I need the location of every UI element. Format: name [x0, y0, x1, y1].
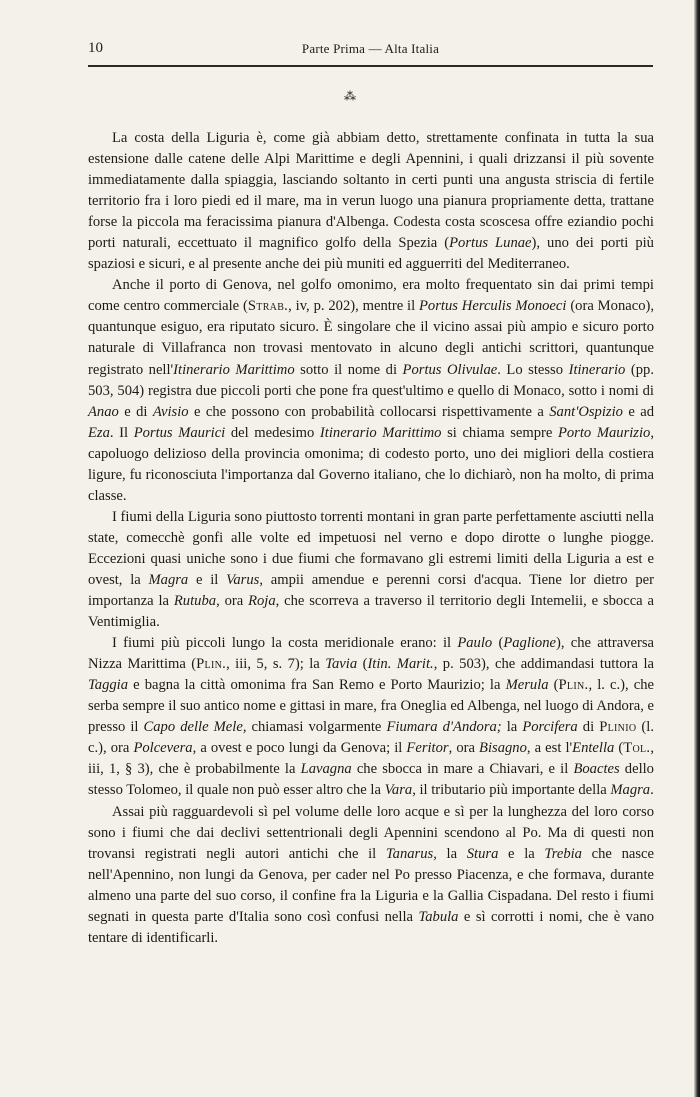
italic-term: Itinerario Marittimo [173, 361, 295, 378]
italic-term: Tabula [418, 908, 459, 925]
text-run: La costa della Liguria è, come già abbiam detto, strettamente confinata in tutta la sua estensione dalle catene delle Alpi Marittime e degli Apennini, i quali drizzansi il più sovente immediatamente dalla spiaggia, lasciando soltanto in certi punti una angusta striscia di fertile territorio fra i loro piedi ed il mare, ma in verun luogo una pianura propriamente detta, trattane forse la piccola ma feracissima pianura d'Albenga. Codesta costa scoscesa offre eziandio pochi porti naturali, eccettuato il magnifico golfo della Spezia ( [88, 130, 654, 252]
text-run: e ad [622, 403, 654, 420]
italic-term: Paglione [503, 635, 557, 652]
italic-term: Avisio [152, 403, 189, 420]
text-run: . Il [109, 424, 134, 441]
italic-term: Sant'Ospizio [549, 403, 623, 420]
text-run: ( [492, 635, 504, 652]
italic-term: Itinerario [568, 361, 626, 378]
paragraph [88, 128, 654, 275]
text-run: , iii, 1, § 3), che è probabilmente la [88, 740, 655, 778]
text-run: (ora Monaco), quantunque esiguo, era riputato sicuro. È singolare che il vicino assai più ampio e sicuro porto naturale di Villafranca non trovasi mentovato in alcuno degli antichi scrittori, quantunque registrato nell' [88, 298, 655, 378]
text-run: che nasce nell'Apennino, non lungi da Genova, per cader nel Po presso Piacenza, e che formava, durante almeno una parte del suo corso, il confine fra la Liguria e la Gallia Cispadana. Del resto i fiumi segnati in questa parte d'Italia sono così confusi nella [88, 845, 654, 925]
italic-term: Polcevera [133, 740, 193, 757]
text-run: , a est l' [526, 740, 573, 757]
text-run: , ampii amendue e perenni corsi d'acqua. Tiene lor dietro per importanza la [88, 571, 654, 610]
text-run: ( [357, 656, 368, 673]
italic-term: Boactes [573, 761, 620, 778]
italic-term: Entella [572, 740, 615, 757]
italic-term: Capo delle Mele [143, 719, 243, 736]
text-run: la [501, 719, 523, 736]
italic-term: Rutuba [173, 593, 217, 610]
italic-term: Varus [226, 571, 260, 588]
text-run: ( [548, 677, 559, 694]
italic-term: Vara [384, 782, 413, 799]
text-run: I fiumi più piccoli lungo la costa meridionale erano: il [112, 635, 458, 652]
text-run: ), uno dei porti più spaziosi e sicuri, e al presente anche dei più muniti ed agguerriti del Mediterraneo. [88, 235, 654, 273]
text-run: ( [614, 740, 624, 757]
italic-term: Tanarus [385, 845, 434, 862]
italic-term: Magra [148, 571, 189, 588]
paragraph [88, 507, 654, 633]
citation-author: Plinio [599, 719, 637, 736]
text-run: , p. 503), che addimandasi tuttora la [433, 656, 654, 673]
italic-term: Taggia [88, 677, 129, 694]
text-run: Assai più ragguardevoli sì pel volume delle loro acque e sì per la lunghezza del loro corso sono i fiumi che dai declivi settentrionali degli Apennini scendono al Po. Ma di questi non trovansi registrati negli autori antichi che il [88, 803, 654, 862]
italic-term: Feritor [406, 740, 449, 757]
text-run: e di [118, 403, 153, 420]
italic-term: Bisagno [479, 740, 527, 757]
italic-term: Stura [466, 845, 499, 862]
text-run: , ora [448, 740, 480, 757]
text-run: (pp. 503, 504) registra due piccoli porti che pone fra quest'ultimo e quello di Monaco, sotto i nomi di [88, 361, 654, 399]
paragraph [88, 275, 654, 507]
page-number: 10 [88, 40, 103, 56]
text-run: del medesimo [225, 424, 320, 441]
italic-term: Paulo [457, 635, 493, 652]
italic-term: Anao [88, 403, 119, 420]
italic-term: Merula [505, 677, 549, 694]
page-edge-shadow [694, 0, 700, 1097]
italic-term: Porcifera [522, 719, 578, 736]
text-run: , a ovest e poco lungi da Genova; il [192, 740, 407, 757]
italic-term: Fiumara d'Andora; [386, 719, 502, 736]
text-run: che sbocca in mare a Chiavari, e il [351, 761, 574, 778]
italic-term: Eza [88, 424, 110, 441]
text-run: , l. c.), che serba sempre il suo antico nome e gittasi in mare, fra Oneglia ed Albenga, nel luogo di Andora, e presso il [88, 677, 654, 736]
text-run: . [650, 782, 654, 799]
italic-term: Trebia [544, 845, 582, 862]
text-run: e il [188, 571, 227, 588]
citation-author: Plin. [558, 677, 589, 694]
italic-term: Portus Olivulae [402, 361, 498, 378]
italic-term: Lavagna [300, 761, 352, 778]
text-run: , la [433, 845, 467, 862]
text-run: , iii, 5, s. 7); la [226, 656, 326, 673]
citation-author: Strab. [247, 298, 289, 315]
body-text [88, 128, 654, 949]
text-run: , ora [216, 593, 249, 610]
text-run: , il tributario più importante della [412, 782, 611, 799]
text-run: , chiamasi volgarmente [242, 719, 387, 736]
italic-term: Porto Maurizio [557, 424, 651, 441]
citation-author: Tol. [623, 740, 651, 757]
text-run: I fiumi della Liguria sono piuttosto torrenti montani in gran parte perfettamente asciutti nella state, comecchè gonfi alle volte ed impetuosi nel verno e dopo dirotte o lunghe piogge. Eccezioni quasi uniche sono i due fiumi che formavano gli estremi limiti della Liguria a est e ovest, la [88, 508, 654, 588]
italic-term: Tavia [325, 656, 358, 673]
running-head: Parte Prima — Alta Italia [301, 41, 440, 56]
text-run: . Lo stesso [497, 361, 569, 378]
italic-term: Portus Maurici [133, 424, 226, 441]
text-run: sotto il nome di [294, 361, 403, 378]
header-rule [88, 65, 653, 67]
text-run: (l. c.), ora [88, 719, 654, 757]
text-run: di [577, 719, 600, 736]
paragraph [88, 633, 654, 801]
text-run: , che scorreva a traverso il territorio degli Intemelii, e sbocca a Ventimiglia. [88, 593, 654, 631]
text-run: , iv, p. 202), mentre il [288, 298, 420, 315]
italic-term: Portus Herculis Monoeci [419, 298, 567, 315]
text-run: e che possono con probabilità collocarsi rispettivamente a [188, 403, 550, 420]
page-header [88, 38, 653, 60]
italic-term: Itinerario Marittimo [319, 424, 442, 441]
text-run: e bagna la città omonima fra San Remo e Porto Maurizio; la [128, 677, 506, 694]
paragraph [88, 802, 654, 949]
text-run: Anche il porto di Genova, nel golfo omonimo, era molto frequentato sin dai primi tempi come centro commerciale ( [88, 277, 654, 315]
citation-author: Plin. [196, 656, 227, 673]
text-run: ), che attraversa Nizza Marittima ( [88, 635, 654, 673]
text-run: dello stesso Tolomeo, il quale non può esser altro che la [88, 761, 654, 799]
italic-term: Roja [248, 593, 276, 610]
italic-term: Portus Lunae [449, 235, 532, 252]
text-run: e sì corrotti i nomi, che è vano tentare di identificarli. [88, 908, 655, 946]
section-asterism: ⁂ [344, 89, 356, 103]
text-run: e la [498, 845, 545, 862]
text-run: si chiama sempre [441, 424, 558, 441]
italic-term: Magra [610, 782, 651, 799]
italic-term: Itin. Marit. [367, 656, 434, 673]
text-run: , capoluogo delizioso della provincia omonima; di codesto porto, uno dei migliori della costiera ligure, fu riconosciuta l'importanza dal Governo italiano, che lo dichiarò, non ha molto, di prima classe. [88, 424, 654, 504]
